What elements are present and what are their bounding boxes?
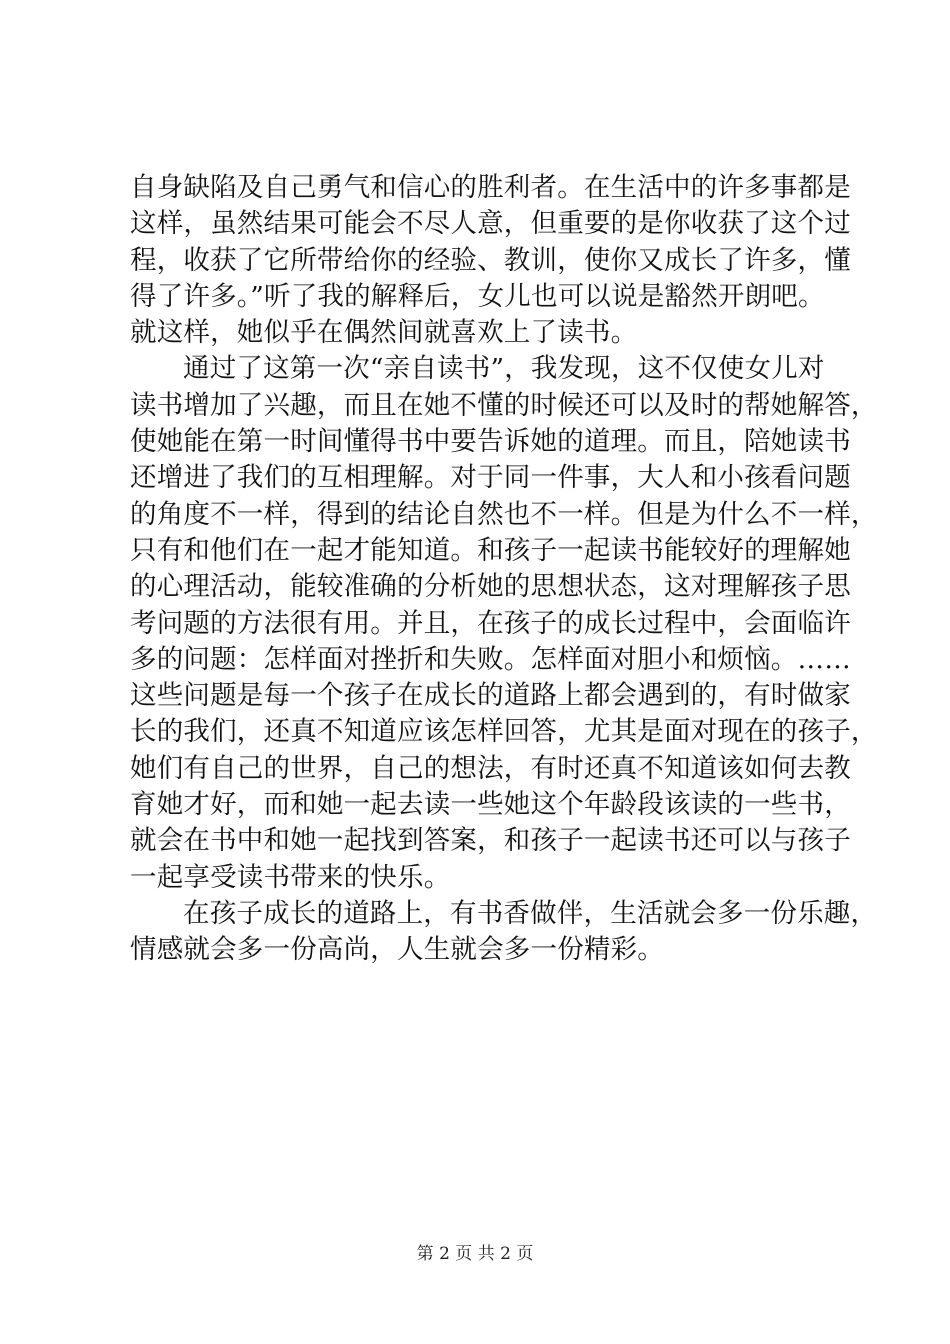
text-line: 的心理活动，能较准确的分析她的思想状态，这对理解孩子思 [130, 571, 851, 603]
text-line: 得了许多。”听了我的解释后，女儿也可以说是豁然开朗吧。 [130, 280, 825, 312]
text-line: 就会在书中和她一起找到答案，和孩子一起读书还可以与孩子 [130, 825, 851, 857]
text-line: 一起享受读书带来的快乐。 [130, 861, 451, 893]
text-line: 在孩子成长的道路上，有书香做伴，生活就会多一份乐趣， [183, 897, 878, 929]
text-line: 育她才好，而和她一起去读一些她这个年龄段该读的一些书， [130, 789, 851, 821]
text-line: 还增进了我们的互相理解。对于同一件事，大人和小孩看问题 [130, 462, 851, 494]
body-text [130, 170, 878, 969]
text-line: 的角度不一样，得到的结论自然也不一样。但是为什么不一样， [130, 498, 878, 530]
text-line: 这些问题是每一个孩子在成长的道路上都会遇到的，有时做家 [130, 680, 851, 712]
text-line: 就这样，她似乎在偶然间就喜欢上了读书。 [130, 317, 638, 349]
text-line: 使她能在第一时间懂得书中要告诉她的道理。而且，陪她读书 [130, 426, 851, 458]
text-line: 通过了这第一次“亲自读书”，我发现，这不仅使女儿对 [183, 353, 825, 385]
text-line: 多的问题：怎样面对挫折和失败。怎样面对胆小和烦恼。…… [130, 643, 851, 675]
text-line: 这样，虽然结果可能会不尽人意，但重要的是你收获了这个过 [130, 208, 851, 240]
text-line: 只有和他们在一起才能知道。和孩子一起读书能较好的理解她 [130, 534, 851, 566]
text-line: 她们有自己的世界，自己的想法，有时还真不知道该如何去教 [130, 752, 851, 784]
page-footer: 第 2 页 共 2 页 [416, 1244, 534, 1264]
text-line: 考问题的方法很有用。并且，在孩子的成长过程中，会面临许 [130, 607, 851, 639]
text-line: 程，收获了它所带给你的经验、教训，使你又成长了许多，懂 [130, 244, 851, 276]
text-line: 读书增加了兴趣，而且在她不懂的时候还可以及时的帮她解答， [130, 389, 878, 421]
text-line: 自身缺陷及自己勇气和信心的胜利者。在生活中的许多事都是 [130, 172, 851, 203]
text-line: 长的我们，还真不知道应该怎样回答，尤其是面对现在的孩子， [130, 716, 878, 748]
text-line: 情感就会多一份高尚，人生就会多一份精彩。 [130, 934, 664, 966]
